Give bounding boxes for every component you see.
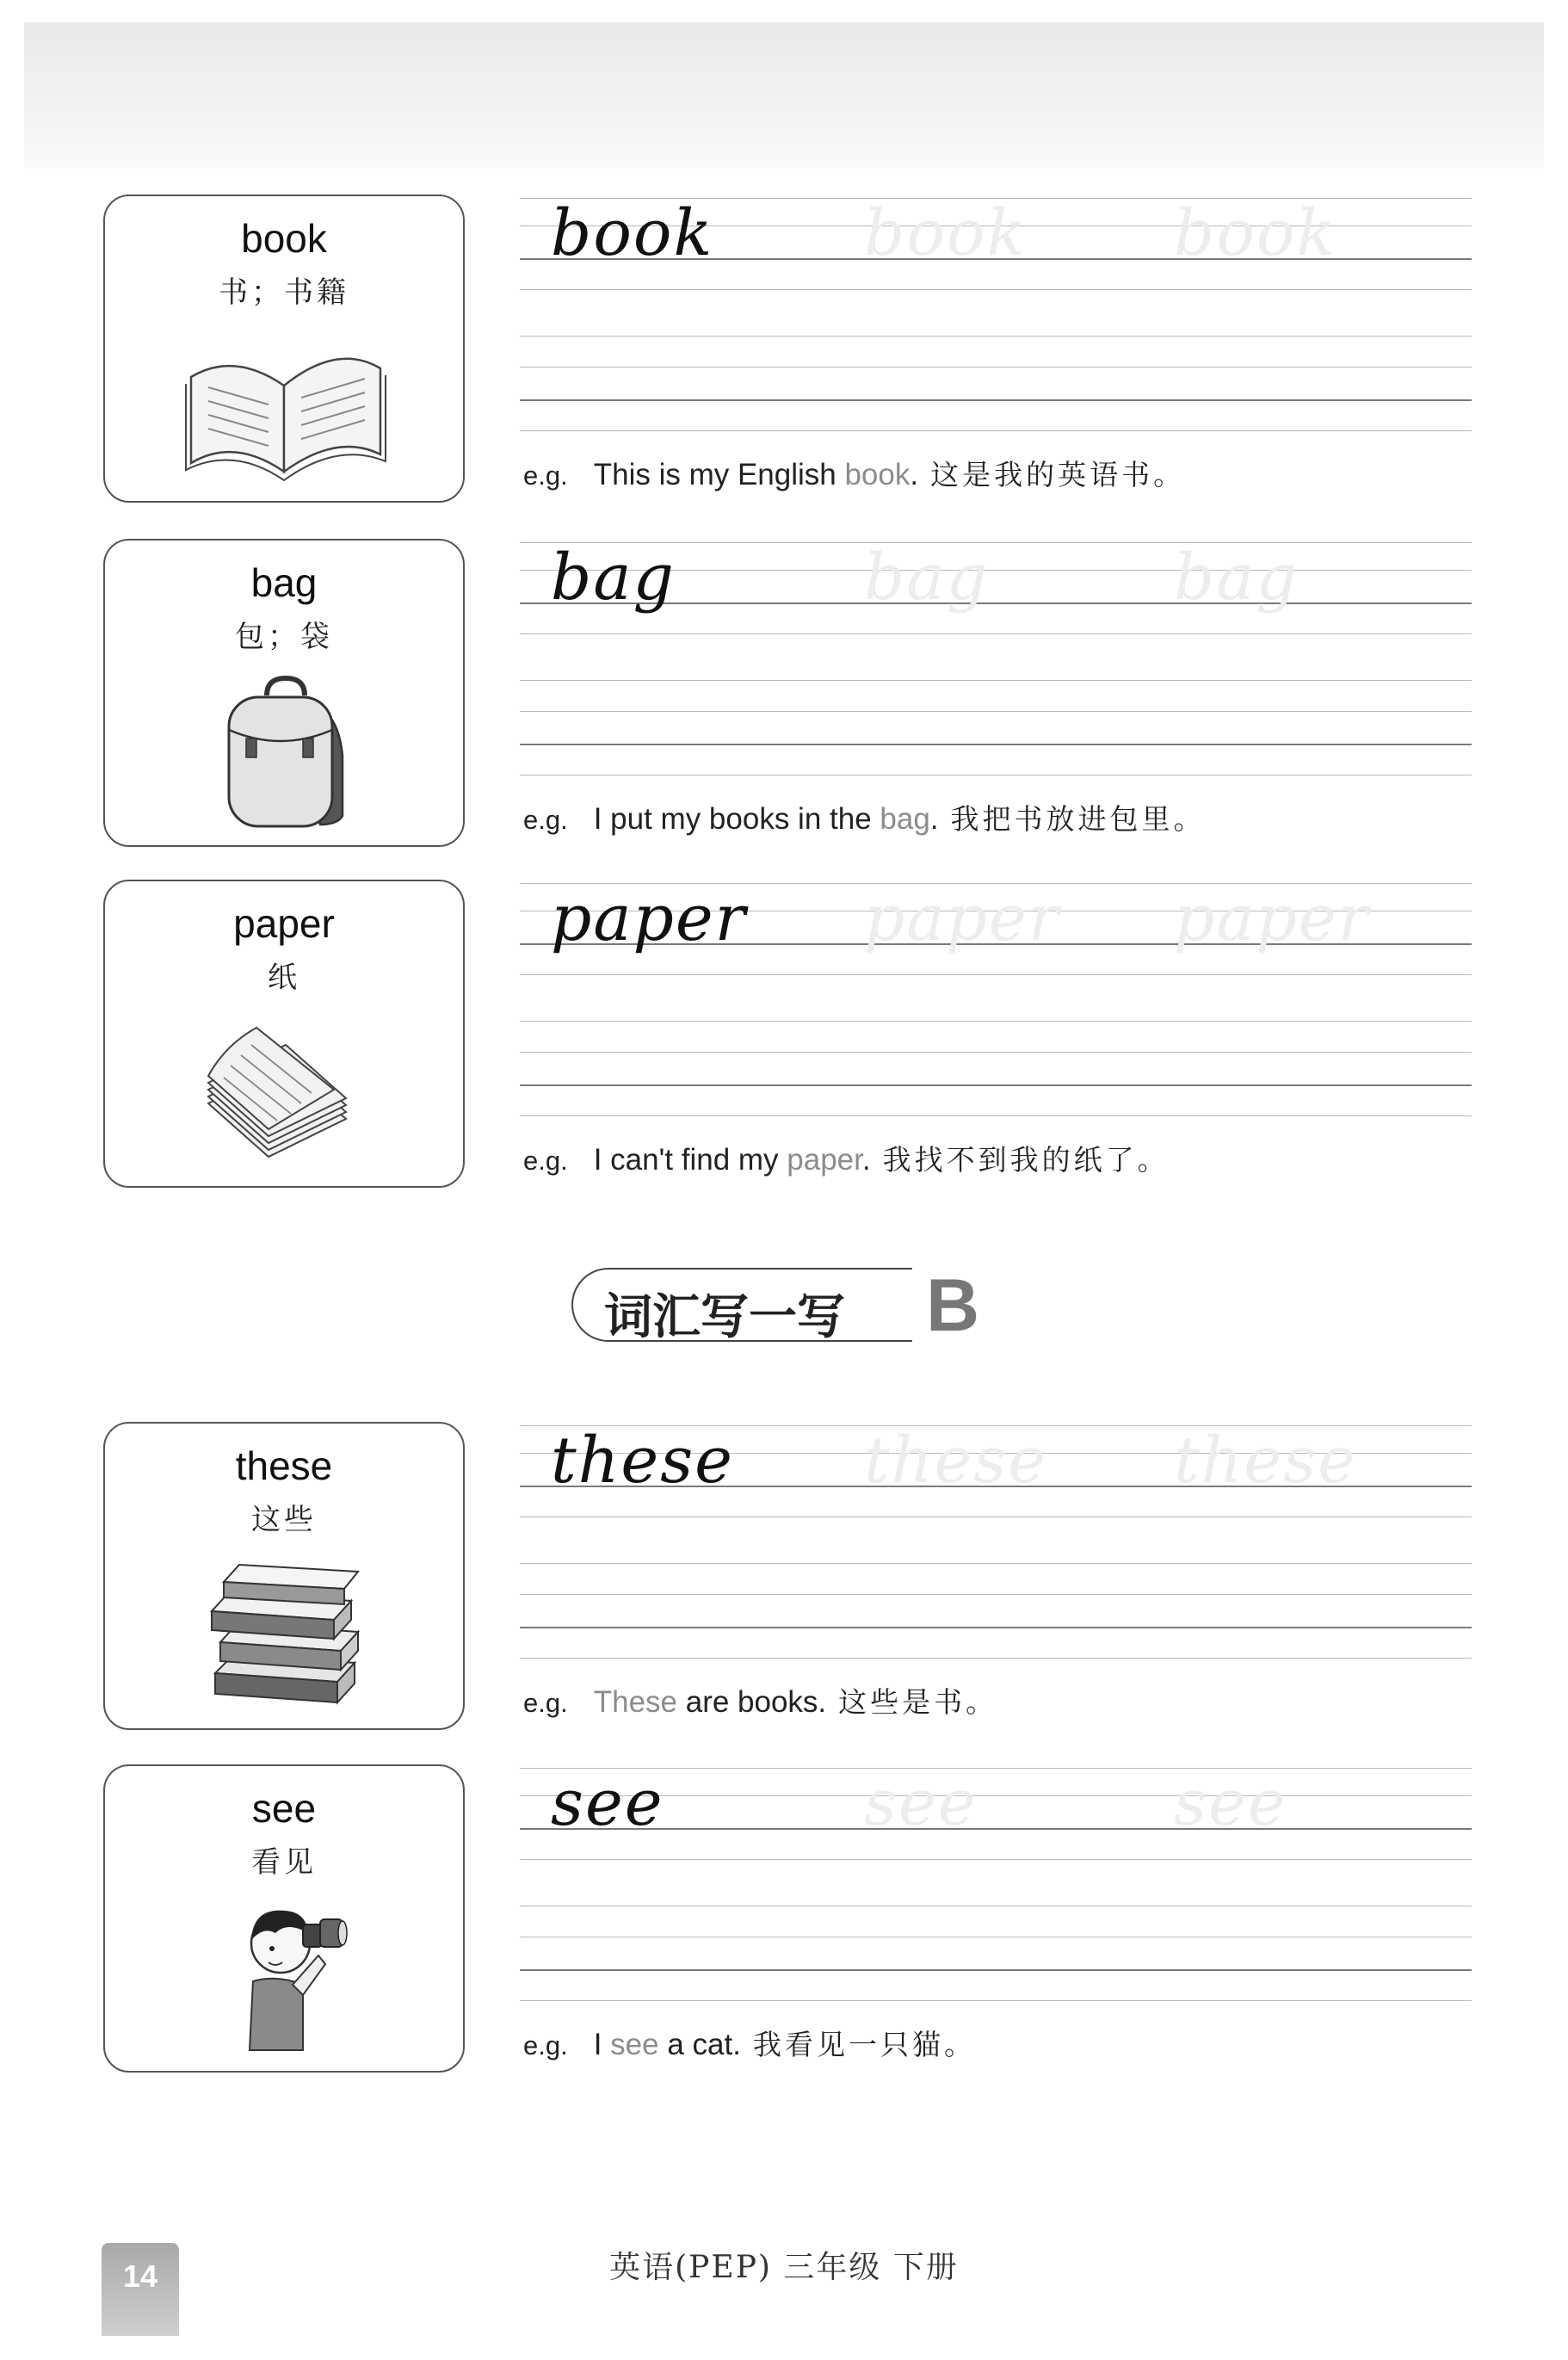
page-footer: 英语(PEP) 三年级 下册 [609, 2250, 959, 2285]
example-chinese: 我找不到我的纸了。 [882, 1143, 1170, 1177]
eg-label: e.g. [523, 1146, 568, 1176]
example-sentence [523, 453, 1185, 493]
vocab-row-these [0, 1422, 1568, 1740]
ghost-trace-word: see [1174, 1766, 1287, 1840]
example-sentence [523, 1138, 1170, 1178]
ghost-trace-word: paper [1174, 881, 1371, 955]
vocab-row-bag [0, 539, 1568, 857]
eg-label: e.g. [523, 460, 568, 491]
example-chinese: 我看见一只猫。 [752, 2028, 976, 2061]
vocab-row-paper [0, 880, 1568, 1198]
card-word: these [235, 1443, 333, 1488]
ghost-trace-word: these [864, 1424, 1047, 1498]
vocab-card [103, 195, 465, 503]
card-chinese-meaning: 纸 [268, 961, 300, 995]
example-keyword: paper [787, 1143, 862, 1177]
page-number-tab [102, 2243, 179, 2336]
example-text: I put my books in the [593, 802, 880, 836]
handwritten-model-word: paper [551, 881, 748, 955]
card-chinese-meaning: 这些 [251, 1503, 317, 1537]
vocab-card [103, 539, 465, 847]
example-chinese: 这是我的英语书。 [930, 458, 1186, 491]
ghost-trace-word: these [1174, 1424, 1357, 1498]
card-word: book [241, 216, 327, 261]
card-word: see [251, 1786, 317, 1831]
top-decorative-band [24, 22, 1544, 169]
example-keyword: book [844, 458, 911, 491]
example-sentence [523, 2023, 976, 2063]
paper-stack-icon [174, 1010, 398, 1174]
handwriting-lines[interactable] [520, 1422, 1472, 1671]
example-keyword: bag [880, 802, 930, 836]
example-sentence [523, 1680, 997, 1721]
card-chinese-meaning: 书；书籍 [219, 275, 349, 310]
backpack-icon [174, 670, 398, 833]
handwritten-model-word: see [551, 1766, 664, 1840]
ghost-trace-word: paper [864, 881, 1061, 955]
example-text: . [861, 1143, 871, 1177]
boy-with-binoculars-icon [174, 1895, 398, 2059]
eg-label: e.g. [523, 2030, 568, 2060]
vocab-card [103, 880, 465, 1188]
book-stack-icon [174, 1553, 398, 1716]
example-text: This is my English [593, 458, 845, 491]
handwritten-model-word: these [551, 1424, 734, 1498]
example-text: I can't find my [593, 1143, 787, 1177]
vocab-row-book [0, 195, 1568, 513]
ghost-trace-word: see [864, 1766, 978, 1840]
eg-label: e.g. [523, 1688, 568, 1718]
card-chinese-meaning: 看见 [251, 1845, 317, 1880]
example-sentence [523, 797, 1206, 837]
vocab-row-see [0, 1764, 1568, 2083]
page-number: 14 [122, 2258, 158, 2294]
card-word: paper [233, 901, 335, 946]
section-letter: B [926, 1264, 980, 1347]
ghost-trace-word: bag [1174, 541, 1299, 615]
handwriting-lines[interactable] [520, 880, 1472, 1129]
vocab-card [103, 1764, 465, 2073]
section-header [571, 1263, 985, 1350]
handwriting-lines[interactable] [520, 1764, 1472, 2014]
section-title: 词汇写一写 [604, 1289, 845, 1345]
handwriting-lines[interactable] [520, 539, 1472, 788]
example-keyword: These [593, 1685, 677, 1719]
handwritten-model-word: book [551, 196, 714, 270]
open-book-icon [174, 325, 398, 489]
example-text: . [929, 802, 939, 836]
example-text: are books. [677, 1685, 827, 1719]
example-chinese: 这些是书。 [838, 1685, 998, 1719]
vocab-card [103, 1422, 465, 1730]
card-word: bag [250, 560, 318, 605]
example-keyword: see [610, 2028, 659, 2061]
ghost-trace-word: book [864, 196, 1028, 270]
example-text: . [910, 458, 919, 491]
example-chinese: 我把书放进包里。 [950, 802, 1206, 836]
card-chinese-meaning: 包；袋 [235, 620, 333, 654]
ghost-trace-word: book [1174, 196, 1337, 270]
handwriting-lines[interactable] [520, 195, 1472, 444]
eg-label: e.g. [523, 805, 568, 835]
ghost-trace-word: bag [864, 541, 989, 615]
handwritten-model-word: bag [551, 541, 676, 615]
example-text: a cat. [658, 2028, 741, 2061]
example-text: I [593, 2028, 611, 2061]
